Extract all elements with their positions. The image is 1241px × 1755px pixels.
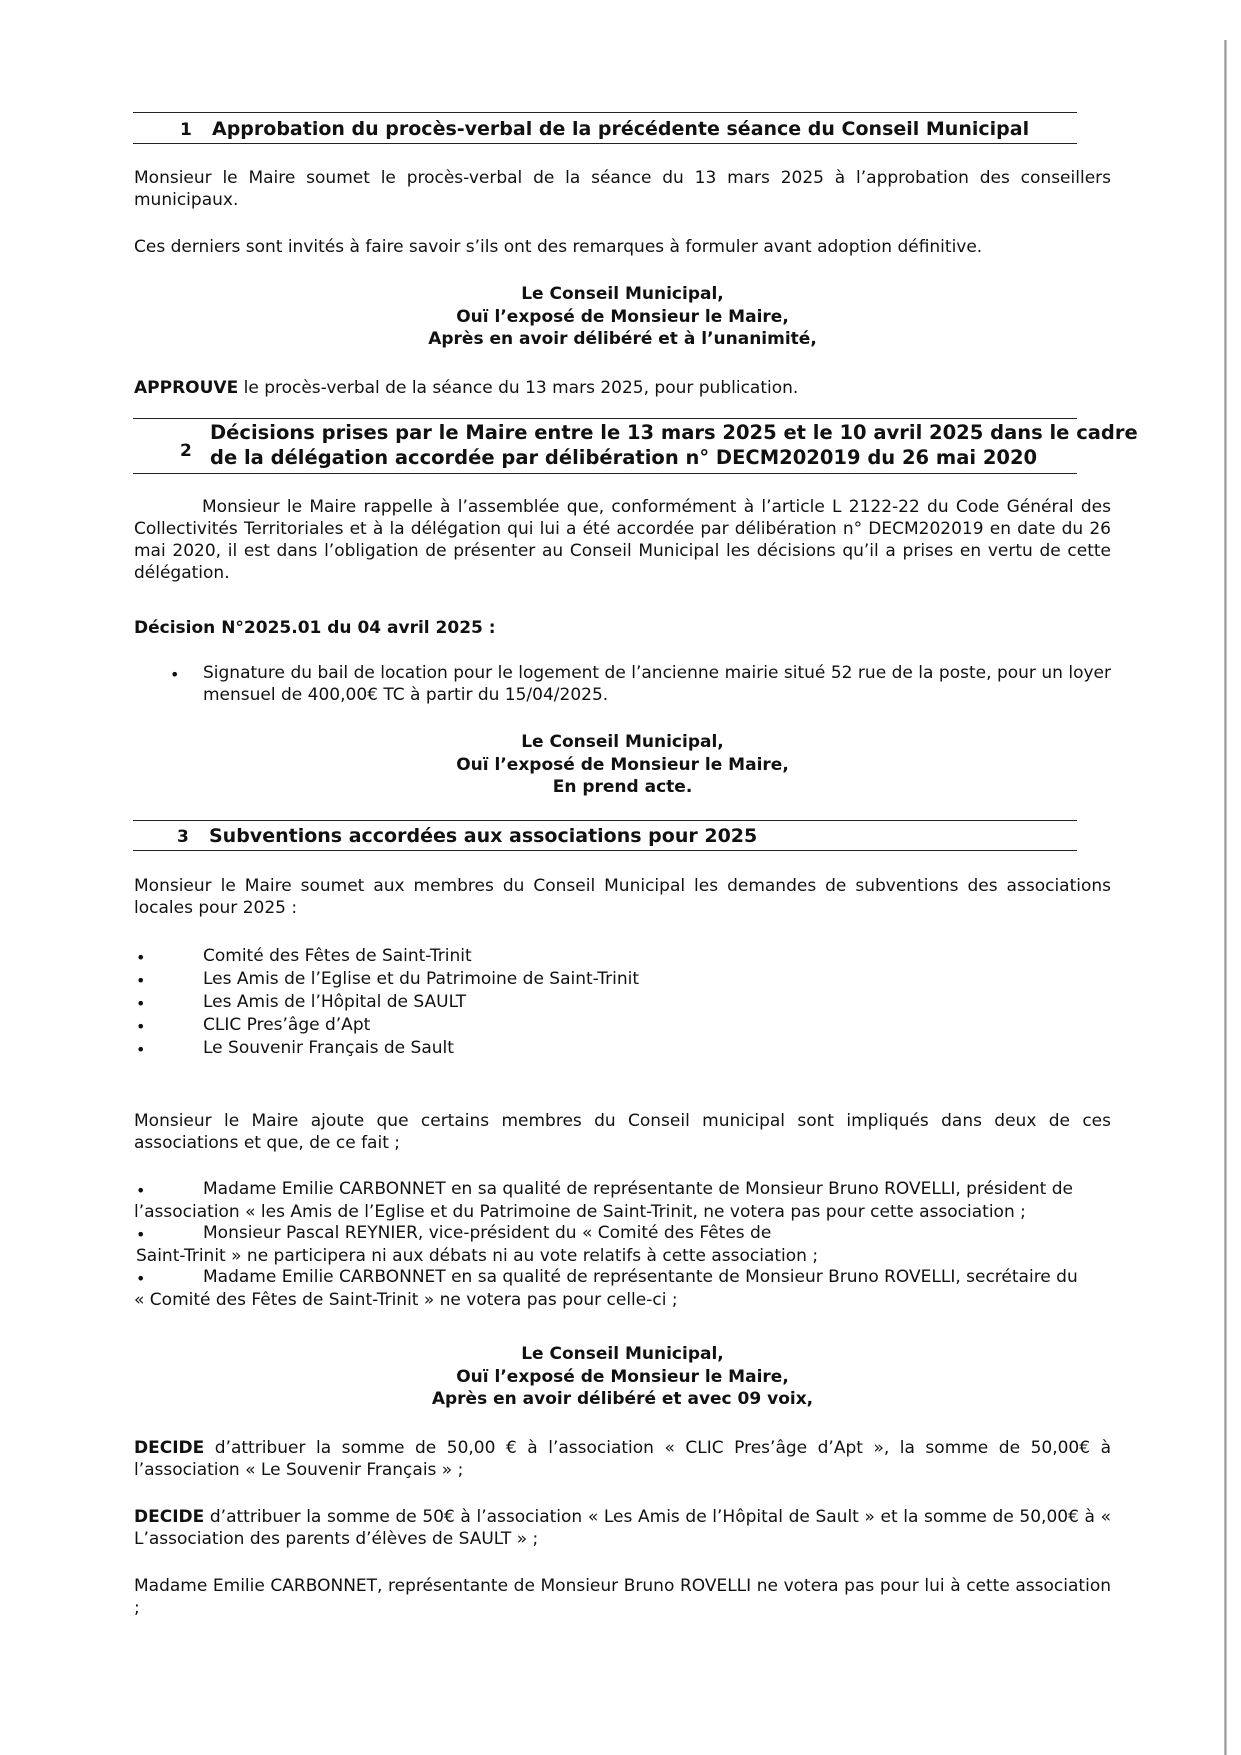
association-item: Les Amis de l’Eglise et du Patrimoine de Saint-Trinit	[203, 969, 640, 989]
bullet-dot: •	[136, 948, 146, 967]
section-2-number: 2	[180, 441, 192, 461]
section-1-title: Approbation du procès-verbal de la précédente séance du Conseil Municipal	[212, 118, 1030, 140]
section-3-bottom-rule	[133, 850, 1077, 851]
approve-text: le procès-verbal de la séance du 13 mars 2025, pour publication.	[238, 378, 799, 398]
bullet-dot: •	[136, 1181, 146, 1200]
council-line: En prend acte.	[552, 777, 693, 797]
section-2-paragraph: Monsieur le Maire rappelle à l’assemblée que, conformément à l’article L 2122-22 du Code Général des Collectivités Territoriales et à la délégation qui lui a été accordée par délibération n° DECM202019 en date du 26 mai 2020, il est dans l’obligation de présenter au Conseil Municipal les décisions qu’il a prises en vertu de cette délégation.	[134, 497, 1111, 583]
bullet-dot: •	[136, 1040, 146, 1059]
section-3-council-block	[134, 1343, 1111, 1411]
council-line: Après en avoir délibéré et à l’unanimité,	[428, 329, 817, 349]
section-1-bottom-rule	[133, 143, 1077, 144]
decide-paragraph-2	[134, 1506, 1111, 1550]
section-2-title-line-1: Décisions prises par le Maire entre le 13 mars 2025 et le 10 avril 2025 dans le cadre	[210, 421, 1138, 444]
council-line: Ouï l’exposé de Monsieur le Maire,	[456, 754, 789, 775]
association-item: Le Souvenir Français de Sault	[203, 1038, 454, 1058]
section-3-title: Subventions accordées aux associations pour 2025	[209, 825, 758, 847]
council-line: Après en avoir délibéré et avec 09 voix,	[431, 1389, 814, 1409]
section-1-council-block	[134, 283, 1111, 351]
council-line: Le Conseil Municipal,	[521, 732, 724, 752]
council-line: Ouï l’exposé de Monsieur le Maire,	[456, 1366, 789, 1387]
bullet-dot: •	[170, 665, 180, 684]
council-line: Le Conseil Municipal,	[521, 1344, 724, 1364]
association-item: CLIC Pres’âge d’Apt	[203, 1015, 371, 1035]
council-line: Ouï l’exposé de Monsieur le Maire,	[456, 306, 789, 327]
section-2-council-block	[134, 731, 1111, 799]
section-2-bottom-rule	[133, 473, 1077, 474]
section-1-top-rule	[133, 112, 1077, 113]
council-line: Le Conseil Municipal,	[521, 284, 724, 304]
closing-paragraph: Madame Emilie CARBONNET, représentante de Monsieur Bruno ROVELLI ne votera pas pour lui à cette association ;	[134, 1576, 1111, 1618]
member-line: Madame Emilie CARBONNET en sa qualité de représentante de Monsieur Bruno ROVELLI, secrétaire du	[203, 1267, 1078, 1287]
bullet-dot: •	[136, 971, 146, 990]
member-line: Saint-Trinit » ne participera ni aux débats ni au vote relatifs à cette association ;	[136, 1246, 819, 1266]
section-3-intro: Monsieur le Maire soumet aux membres du Conseil Municipal les demandes de subventions des associations locales pour 2025 :	[134, 876, 1111, 918]
section-1-paragraph: Monsieur le Maire soumet le procès-verbal de la séance du 13 mars 2025 à l’approbation des conseillers municipaux.	[134, 168, 1111, 210]
member-line: « Comité des Fêtes de Saint-Trinit » ne votera pas pour celle-ci ;	[134, 1290, 678, 1310]
section-2-title-line-2: de la délégation accordée par délibération n° DECM202019 du 26 mai 2020	[210, 446, 1038, 469]
association-item: Les Amis de l’Hôpital de SAULT	[203, 992, 467, 1012]
section-1-paragraph-2: Ces derniers sont invités à faire savoir s’ils ont des remarques à formuler avant adoption définitive.	[134, 237, 983, 257]
decide-paragraph-1	[134, 1437, 1111, 1481]
bullet-dot: •	[136, 1269, 146, 1288]
member-line: l’association « les Amis de l’Eglise et du Patrimoine de Saint-Trinit, ne votera pas pour cette association ;	[134, 1202, 1026, 1222]
approve-keyword: APPROUVE	[134, 378, 239, 398]
decision-bullet-text: Signature du bail de location pour le logement de l’ancienne mairie situé 52 rue de la poste, pour un loyer mensuel de 400,00€ TC à partir du 15/04/2025.	[203, 663, 1111, 705]
decide-text: d’attribuer la somme de 50,00 € à l’association « CLIC Pres’âge d’Apt », la somme de 50,00€ à l’association « Le Souvenir Français » ;	[134, 1438, 1111, 1480]
section-1-approve	[134, 377, 798, 399]
member-line: Madame Emilie CARBONNET en sa qualité de représentante de Monsieur Bruno ROVELLI, président de	[203, 1179, 1073, 1199]
bullet-dot: •	[136, 1017, 146, 1036]
association-item: Comité des Fêtes de Saint-Trinit	[203, 946, 472, 966]
decision-heading: Décision N°2025.01 du 04 avril 2025 :	[134, 618, 496, 638]
members-intro: Monsieur le Maire ajoute que certains membres du Conseil municipal sont impliqués dans deux de ces associations et que, de ce fait ;	[134, 1111, 1111, 1153]
bullet-dot: •	[136, 994, 146, 1013]
section-2-top-rule	[133, 418, 1077, 419]
decide-text: d’attribuer la somme de 50€ à l’association « Les Amis de l’Hôpital de Sault » et la somme de 50,00€ à « L’association des parents d’élèves de SAULT » ;	[134, 1507, 1111, 1549]
decide-keyword: DECIDE	[134, 1507, 205, 1527]
bullet-dot: •	[136, 1225, 146, 1244]
decide-keyword: DECIDE	[134, 1438, 205, 1458]
member-line: Monsieur Pascal REYNIER, vice-président du « Comité des Fêtes de	[203, 1223, 772, 1243]
section-3-top-rule	[133, 820, 1077, 821]
section-1-number: 1	[180, 120, 192, 140]
section-3-number: 3	[177, 827, 189, 847]
